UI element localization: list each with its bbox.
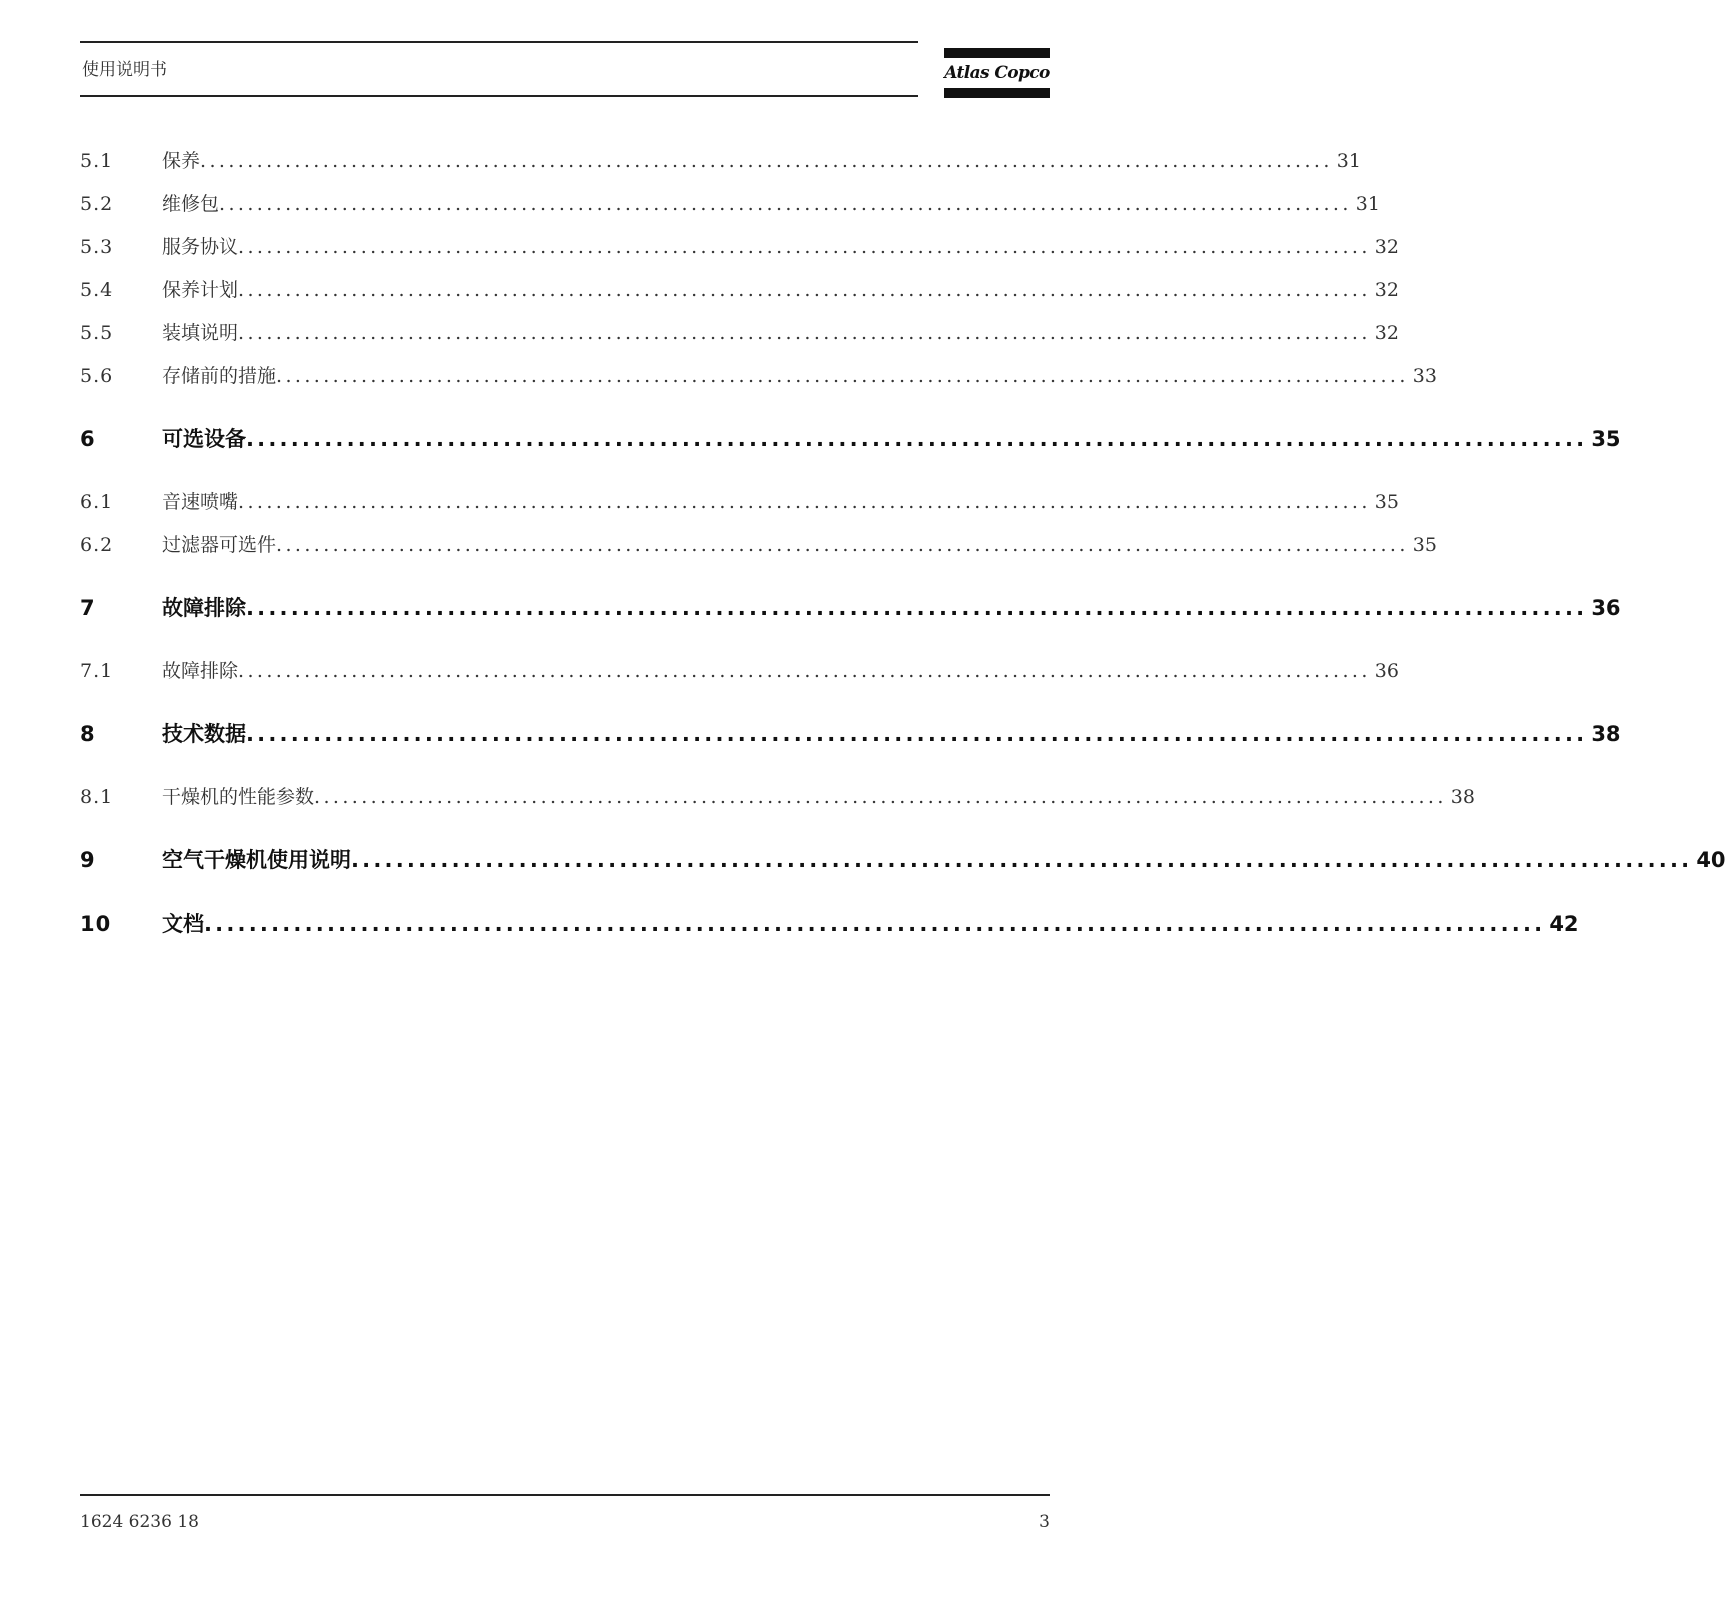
toc-entry[interactable] [80, 359, 1437, 389]
toc-entry-page: 35 [1412, 534, 1437, 556]
page-number: 3 [1039, 1512, 1050, 1532]
toc-entry-number: 8.1 [80, 786, 114, 808]
toc-entry-number: 7.1 [80, 660, 114, 682]
toc-entry-title: 保养计划 [162, 279, 239, 301]
toc-entry-title: 文档 [162, 912, 204, 936]
toc-entry-page: 38 [1450, 786, 1475, 808]
header-top-rule [80, 41, 918, 43]
toc-dot-leader: ........................................................................................................................ [314, 786, 1447, 808]
toc-dot-leader: ........................................................................................................................ [246, 427, 1588, 451]
toc-entry-number: 9 [80, 848, 96, 872]
toc-entry-title: 故障排除 [162, 660, 239, 682]
toc-entry[interactable] [80, 144, 1361, 174]
toc-entry-title: 技术数据 [162, 722, 246, 746]
toc-entry-number: 8 [80, 722, 96, 746]
toc-entry-number: 6.2 [80, 534, 114, 556]
toc-chapter-entry[interactable] [80, 843, 1726, 873]
toc-entry[interactable] [80, 485, 1399, 515]
toc-dot-leader: ........................................................................................................................ [219, 193, 1352, 215]
toc-entry-page: 31 [1336, 150, 1361, 172]
toc-dot-leader: ........................................................................................................................ [238, 236, 1371, 258]
toc-entry[interactable] [80, 187, 1380, 217]
toc-dot-leader: ........................................................................................................................ [238, 491, 1371, 513]
document-number: 1624 6236 18 [80, 1512, 199, 1532]
toc-entry-title: 保养 [162, 150, 201, 172]
atlas-copco-logo [944, 48, 1050, 98]
toc-entry-title: 故障排除 [162, 596, 246, 620]
toc-chapter-entry[interactable] [80, 422, 1621, 452]
document-type-title: 使用说明书 [82, 60, 167, 80]
toc-entry-title: 过滤器可选件 [162, 534, 277, 556]
toc-entry-number: 7 [80, 596, 96, 620]
toc-dot-leader: ........................................................................................................................ [276, 365, 1409, 387]
toc-entry-number: 5.5 [80, 322, 114, 344]
toc-chapter-entry[interactable] [80, 591, 1621, 621]
toc-entry-number: 5.2 [80, 193, 114, 215]
toc-dot-leader: ........................................................................................................................ [238, 322, 1371, 344]
toc-entry-title: 维修包 [162, 193, 220, 215]
toc-entry-page: 33 [1412, 365, 1437, 387]
toc-entry-title: 可选设备 [162, 427, 246, 451]
toc-entry-page: 35 [1591, 427, 1621, 451]
footer-rule [80, 1494, 1050, 1496]
toc-entry-number: 5.1 [80, 150, 114, 172]
toc-dot-leader: ........................................................................................................................ [351, 848, 1693, 872]
toc-entry-title: 音速喷嘴 [162, 491, 239, 513]
toc-entry-title: 空气干燥机使用说明 [162, 848, 351, 872]
toc-dot-leader: ........................................................................................................................ [200, 150, 1333, 172]
logo-top-bar [944, 48, 1050, 58]
toc-dot-leader: ........................................................................................................................ [204, 912, 1546, 936]
toc-entry-number: 6 [80, 427, 96, 451]
toc-entry-page: 36 [1591, 596, 1621, 620]
toc-entry-page: 31 [1355, 193, 1380, 215]
toc-entry-page: 42 [1549, 912, 1579, 936]
toc-dot-leader: ........................................................................................................................ [246, 722, 1588, 746]
toc-entry-page: 36 [1374, 660, 1399, 682]
toc-entry-number: 5.3 [80, 236, 114, 258]
toc-chapter-entry[interactable] [80, 717, 1621, 747]
toc-entry-number: 5.6 [80, 365, 114, 387]
header-bottom-rule [80, 95, 918, 97]
toc-entry-title: 存储前的措施 [162, 365, 277, 387]
toc-dot-leader: ........................................................................................................................ [238, 279, 1371, 301]
toc-entry-page: 40 [1696, 848, 1726, 872]
toc-entry-page: 35 [1374, 491, 1399, 513]
toc-entry-title: 干燥机的性能参数 [162, 786, 315, 808]
toc-entry[interactable] [80, 273, 1399, 303]
toc-entry-number: 10 [80, 912, 112, 936]
logo-bottom-bar [944, 88, 1050, 98]
toc-entry-number: 5.4 [80, 279, 114, 301]
toc-entry[interactable] [80, 780, 1475, 810]
toc-dot-leader: ........................................................................................................................ [276, 534, 1409, 556]
toc-entry-page: 38 [1591, 722, 1621, 746]
logo-wordmark: Atlas Copco [944, 63, 1050, 83]
toc-chapter-entry[interactable] [80, 907, 1579, 937]
toc-entry[interactable] [80, 654, 1399, 684]
toc-entry-page: 32 [1374, 279, 1399, 301]
toc-dot-leader: ........................................................................................................................ [238, 660, 1371, 682]
toc-entry-title: 装填说明 [162, 322, 239, 344]
toc-dot-leader: ........................................................................................................................ [246, 596, 1588, 620]
toc-entry[interactable] [80, 528, 1437, 558]
toc-entry[interactable] [80, 316, 1399, 346]
toc-entry-number: 6.1 [80, 491, 114, 513]
toc-entry-page: 32 [1374, 236, 1399, 258]
toc-entry-page: 32 [1374, 322, 1399, 344]
toc-entry[interactable] [80, 230, 1399, 260]
toc-entry-title: 服务协议 [162, 236, 239, 258]
